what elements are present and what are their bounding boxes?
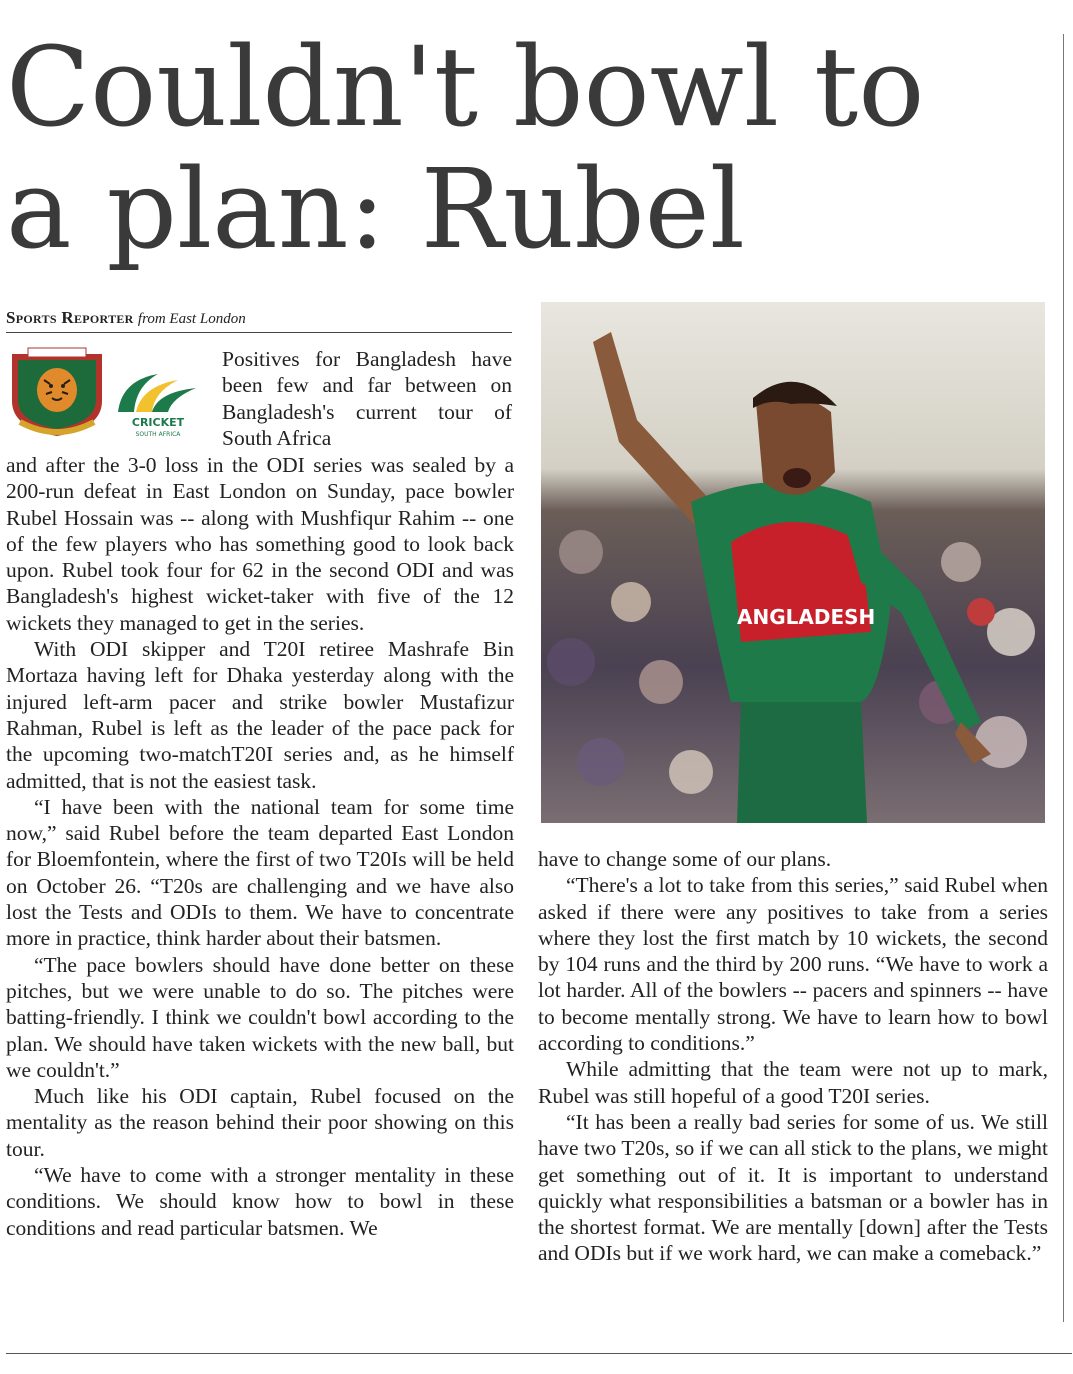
bangladesh-cricket-board-crest-icon bbox=[12, 348, 102, 436]
team-logos bbox=[6, 346, 218, 440]
article-column-right bbox=[538, 846, 1048, 1267]
byline bbox=[6, 306, 512, 333]
csa-logo-sub-text: SOUTH AFRICA bbox=[135, 431, 181, 438]
byline-reporter: Sports Reporter bbox=[6, 308, 134, 327]
logos-graphic bbox=[6, 346, 218, 440]
headline-line-1: Couldn't bowl to bbox=[6, 23, 925, 151]
article-paragraph-4: “The pace bowlers should have done better on these pitches, but we were unable to do so. The pitches were batting-friendly. I think we couldn't bowl according to the plan. We should have taken wickets with the new ball, but we couldn't.” bbox=[6, 952, 514, 1082]
article-paragraph-6-start: “We have to come with a stronger mentality in these conditions. We should know how to bowl in these conditions and read particular batsmen. We bbox=[6, 1163, 514, 1240]
article-paragraph-8: While admitting that the team were not up to mark, Rubel was still hopeful of a good T20I series. bbox=[538, 1057, 1048, 1108]
article-paragraph-6-end: have to change some of our plans. bbox=[538, 847, 832, 871]
csa-logo-main-text: CRICKET bbox=[131, 416, 185, 429]
article-paragraph-2: With ODI skipper and T20I retiree Mashrafe Bin Mortaza having left for Dhaka yesterday along with the injured left-arm pacer and strike bowler Mustafizur Rahman, Rubel is left as the leader of the pace pack for the upcoming two-matchT20I series and, as he himself admitted, that is not the easiest task. bbox=[6, 637, 514, 793]
article-paragraph-3: “I have been with the national team for some time now,” said Rubel before the team departed East London for Bloemfontein, where the first of two T20Is will be held on October 26. “T20s are challenging and we have also lost the Tests and ODIs to them. We have to concentrate more in practice, think harder about their batsmen. bbox=[6, 794, 514, 951]
headline-line-2: a plan: Rubel bbox=[6, 145, 745, 273]
column-divider-rule bbox=[1063, 34, 1064, 1322]
photo-jersey-text: ANGLADESH bbox=[737, 605, 876, 629]
photo-graphic bbox=[541, 302, 1045, 823]
bottom-rule bbox=[6, 1353, 1072, 1354]
byline-location: from East London bbox=[137, 311, 246, 327]
headline bbox=[6, 23, 1046, 273]
article-paragraph-7: “There's a lot to take from this series,” said Rubel when asked if there were any positives to take from a series where they lost the first match by 10 wickets, the second by 104 runs and the third by 200 runs. “We have to work a lot harder. All of the bowlers -- pacers and spinners -- have to become mentally strong. We have to learn how to bowl according to conditions.” bbox=[538, 873, 1048, 1056]
article-paragraph-5: Much like his ODI captain, Rubel focused on the mentality as the reason behind their poor showing on this tour. bbox=[6, 1084, 514, 1161]
bowler-celebrating-photo bbox=[541, 302, 1045, 823]
article-paragraph-9: “It has been a really bad series for some of us. We still have two T20s, so if we can all stick to the plans, we might get something out of it. It is important to understand quickly what responsibilities a batsman or a bowler has in the shortest format. We are mentally [down] after the Tests and ODIs but if we work hard, we can make a comeback.” bbox=[538, 1109, 1048, 1266]
article-intro-wrap bbox=[222, 346, 512, 451]
article-paragraph-1: and after the 3-0 loss in the ODI series was sealed by a 200-run defeat in East London on Sunday, pace bowler Rubel Hossain was -- along with Mushfiqur Rahim -- one of the few players who has something good to look back upon. Rubel took four for 62 in the second ODI and was Bangladesh's highest wicket-taker with five of the 12 wickets they managed to get in the series. bbox=[6, 453, 514, 635]
cricket-south-africa-logo-icon bbox=[118, 374, 196, 438]
article-intro: Positives for Bangladesh have been few and far between on Bangladesh's current tour of South Africa bbox=[222, 347, 512, 450]
article-column-left bbox=[6, 452, 514, 1241]
